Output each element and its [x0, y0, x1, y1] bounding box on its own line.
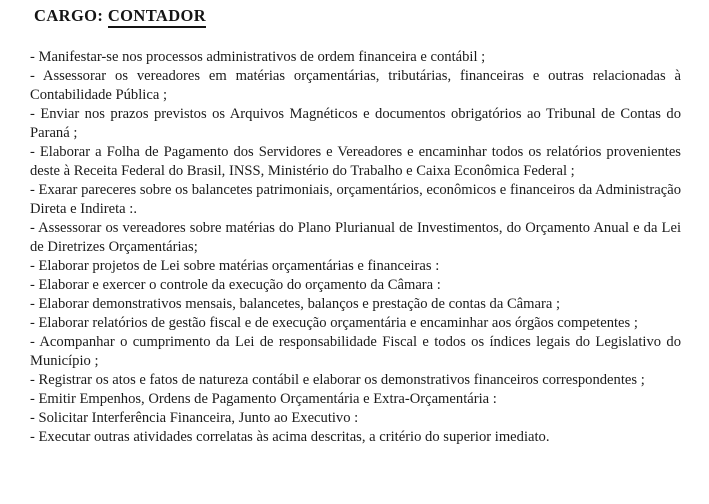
duty-item: - Elaborar e exercer o controle da execução do orçamento da Câmara :: [30, 277, 441, 293]
duty-item: - Elaborar relatórios de gestão fiscal e de execução orçamentária e encaminhar aos órgãos competentes ;: [30, 315, 638, 331]
title-label: CARGO:: [34, 6, 104, 25]
page-title: [34, 6, 681, 26]
duty-item: - Registrar os atos e fatos de natureza contábil e elaborar os demonstrativos financeiros correspondentes ;: [30, 372, 645, 388]
duty-item: - Exarar pareceres sobre os balancetes patrimoniais, orçamentários, econômicos e financeiros da Administração Direta e Indireta :.: [30, 182, 681, 217]
duty-item: - Executar outras atividades correlatas às acima descritas, a critério do superior imediato.: [30, 429, 550, 445]
duty-item: - Acompanhar o cumprimento da Lei de responsabilidade Fiscal e todos os índices legais do Legislativo do Município ;: [30, 334, 681, 369]
duty-item: - Solicitar Interferência Financeira, Junto ao Executivo :: [30, 410, 359, 426]
duty-item: - Assessorar os vereadores sobre matérias do Plano Plurianual de Investimentos, do Orçamento Anual e da Lei de Diretrizes Orçamentárias;: [30, 220, 681, 255]
title-value: CONTADOR: [108, 6, 206, 28]
duty-item: - Emitir Empenhos, Ordens de Pagamento Orçamentária e Extra-Orçamentária :: [30, 391, 497, 407]
duty-item: - Elaborar a Folha de Pagamento dos Servidores e Vereadores e encaminhar todos os relatórios provenientes deste à Receita Federal do Brasil, INSS, Ministério do Trabalho e Caixa Econômica Federal ;: [30, 144, 681, 179]
duty-item: - Elaborar projetos de Lei sobre matérias orçamentárias e financeiras :: [30, 258, 440, 274]
duty-item: - Enviar nos prazos previstos os Arquivos Magnéticos e documentos obrigatórios ao Tribunal de Contas do Paraná ;: [30, 106, 681, 141]
duties-list: [30, 48, 681, 447]
duty-item: - Assessorar os vereadores em matérias orçamentárias, tributárias, financeiras e outras relacionadas à Contabilidade Pública ;: [30, 68, 681, 103]
duty-item: - Manifestar-se nos processos administrativos de ordem financeira e contábil ;: [30, 49, 486, 65]
duty-item: - Elaborar demonstrativos mensais, balancetes, balanços e prestação de contas da Câmara ;: [30, 296, 561, 312]
